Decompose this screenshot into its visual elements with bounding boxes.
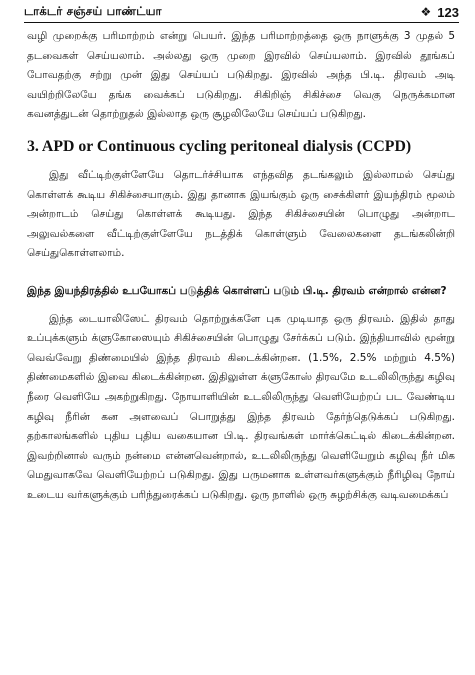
running-head: டாக்டர் சஞ்சய் பாண்ட்யா: [24, 4, 162, 18]
answer-paragraph: இந்த டையாலிஸேட் திரவம் தொற்றுக்களே புக முடியாத ஒரு திரவம். இதில் தாது உப்புக்களும் க்ளுகோஸையும் சிகிச்சையின் பொழுது சேர்க்கப் படும். இந்தியாவில் மூன்று வெவ்வேறு திண்மையில் இந்த திரவம் கிடைக்கின்றன. (1.5%, 2.5% மற்றும் 4.5%) திண்மைகளில் இவை கிடைக்கின்றன. இதிலுள்ள க்ளுகோஸ் திரவமே உடலிலிருந்து கழிவு நீரை வெளியே அகற்றுகிறது. நோயாளியின் உடலிலிருந்து வெளியேற்றப் பட வேண்டிய கழிவு நீரின் கன அளவைப் பொறுத்து இந்த திரவம் தேர்ந்தெடுக்கப் படுகிறது. தற்காலங்களில் புதிய புதிய வகையான பி.டி. திரவங்கள் மார்க்கெட்டில் கிடைக்கின்றன. இவற்றினால் வரும் நன்மை என்னவென்றால், உடலிலிருந்து வெளியேறும் கழிவு நீர் மிக மெதுவாகவே வெளியேற்றப் படுகிறது. இது பருமனாக உள்ளவர்களுக்கும் நீரிழிவு நோய் உடைய வர்களுக்கும் பரிந்துரைக்கப் படுகிறது. ஒரு நாளில் ஒரு சுழற்சிக்கு வடிவமைக்கப்: [27, 312, 455, 501]
page-number: 123: [437, 4, 459, 20]
page-content: [27, 27, 455, 505]
question-heading: இந்த இயந்திரத்தில் உபயோகப் படுத்திக் கொள்ளப் படும் பி.டி. திரவம் என்றால் என்ன?: [27, 284, 447, 297]
section-heading: 3. APD or Continuous cycling peritoneal dialysis (CCPD): [27, 137, 412, 155]
bullet-diamond-icon: ❖: [420, 5, 432, 19]
intro-paragraph: வழி முறைக்கு பரிமாற்றம் என்று பெயர். இந்த பரிமாற்றத்தை ஒரு நாளுக்கு 3 முதல் 5 தடவைகள் செய்யலாம். அல்லது ஒரு முறை இரவில் செய்யலாம். இரவில் தூங்கப் போவதற்கு சற்று முன் இது செய்யப் படுகிறது. இரவில் அந்த பி.டி. திரவம் அடி வயிற்றிலேயே தங்க வைக்கப் படுகிறது. சிகிறிஞ் சிகிச்சை வெகு நெருக்கமான கவனத்துடன் தொற்றுதல் இல்லாத ஒரு சூழலிலேயே செய்யப் படுகிறது.: [27, 30, 455, 121]
page-header: [24, 2, 459, 23]
section-paragraph: இது வீட்டிற்குள்ளேயே தொடர்ச்சியாக எந்தவித தடங்கலும் இல்லாமல் செய்து கொள்ளக் கூடிய சிகிச்சையாகும். இது தானாக இயங்கும் ஒரு சைக்கிளர் இயந்திரம் மூலம் அன்றாடம் செய்து கொள்ளக் கூடியது. இந்த சிகிச்சையின் பொழுது அன்றாட அலுவல்களை வீட்டிற்குள்ளேயே நடத்திக் கொள்ளும் வேலைகளை தடங்கலின்றி செய்துகொள்ளலாம்.: [27, 168, 455, 260]
spacer: [27, 264, 455, 276]
page-number-group: [421, 5, 459, 20]
